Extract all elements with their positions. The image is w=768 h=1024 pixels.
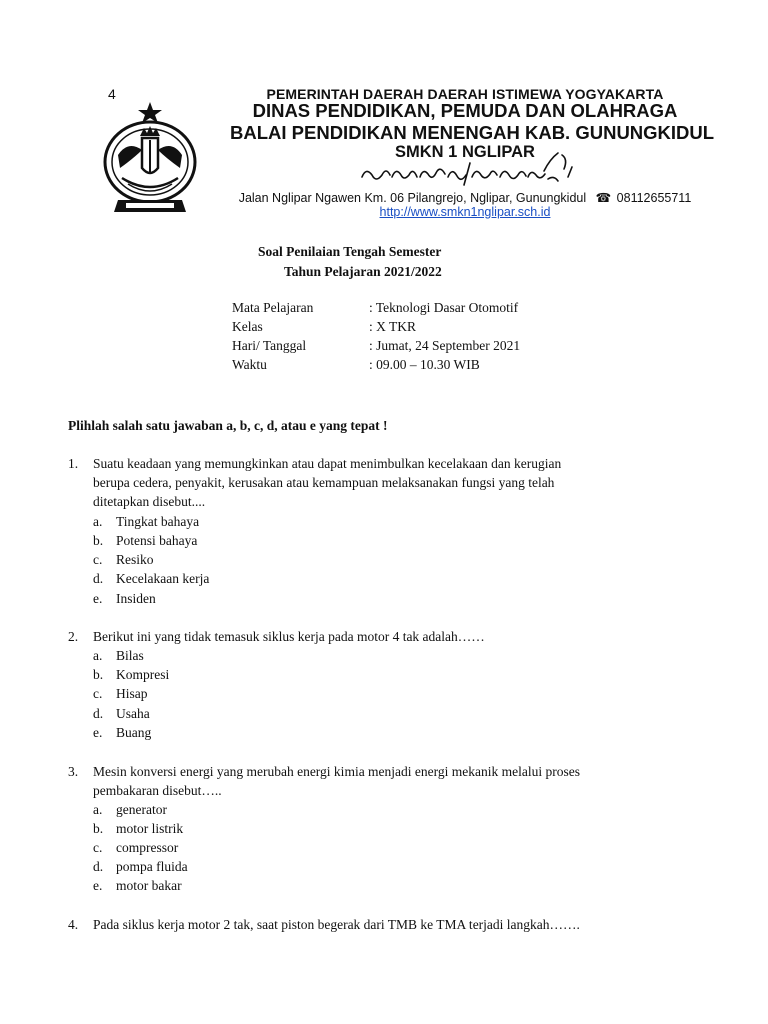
- letterhead-government: PEMERINTAH DAERAH DAERAH ISTIMEWA YOGYAKARTA: [266, 86, 664, 102]
- meta-label-subject: Mata Pelajaran: [232, 300, 314, 315]
- option-letter: b.: [93, 533, 104, 548]
- option-text: Hisap: [116, 686, 148, 701]
- letterhead-office: BALAI PENDIDIKAN MENENGAH KAB. GUNUNGKIDUL: [230, 122, 715, 143]
- option-text: generator: [116, 802, 167, 817]
- option-letter: e.: [93, 591, 103, 606]
- instruction-text: Plihlah salah satu jawaban a, b, c, d, atau e yang tepat !: [68, 418, 388, 433]
- question-text-line: berupa cedera, penyakit, kerusakan atau kemampuan melaksanakan fungsi yang telah: [93, 475, 555, 490]
- option-text: Kecelakaan kerja: [116, 571, 210, 586]
- yogyakarta-emblem-icon: [100, 100, 200, 222]
- meta-value-class: : X TKR: [369, 319, 417, 334]
- meta-label-date: Hari/ Tanggal: [232, 338, 307, 353]
- option-text: Insiden: [116, 591, 156, 606]
- school-address: [230, 190, 700, 205]
- question-text-line: Mesin konversi energi yang merubah energi kimia menjadi energi mekanik melalui proses: [93, 764, 580, 779]
- option-letter: b.: [93, 667, 104, 682]
- question-text-line: ditetapkan disebut....: [93, 494, 206, 509]
- option-letter: a.: [93, 514, 103, 529]
- question-text-line: Berikut ini yang tidak temasuk siklus kerja pada motor 4 tak adalah……: [93, 629, 485, 644]
- telephone-icon: ☎: [595, 191, 612, 205]
- meta-value-date: : Jumat, 24 September 2021: [369, 338, 521, 353]
- option-text: Potensi bahaya: [116, 533, 198, 548]
- page-number: 4: [108, 86, 116, 102]
- option-text: pompa fluida: [116, 859, 188, 874]
- option-letter: b.: [93, 821, 104, 836]
- option-text: Tingkat bahaya: [116, 514, 200, 529]
- meta-label-time: Waktu: [232, 357, 267, 372]
- option-letter: c.: [93, 552, 103, 567]
- option-text: compressor: [116, 840, 179, 855]
- option-text: motor bakar: [116, 878, 182, 893]
- question-text-line: Pada siklus kerja motor 2 tak, saat piston begerak dari TMB ke TMA terjadi langkah…….: [93, 917, 580, 932]
- option-text: motor listrik: [116, 821, 184, 836]
- option-text: Resiko: [116, 552, 154, 567]
- option-letter: d.: [93, 706, 104, 721]
- meta-value-subject: : Teknologi Dasar Otomotif: [369, 300, 519, 315]
- school-website-link[interactable]: http://www.smkn1nglipar.sch.id: [379, 205, 551, 219]
- option-text: Bilas: [116, 648, 144, 663]
- question-number: 2.: [68, 629, 79, 644]
- option-text: Buang: [116, 725, 152, 740]
- exam-year: Tahun Pelajaran 2021/2022: [284, 264, 442, 279]
- question-number: 3.: [68, 764, 79, 779]
- address-text: Jalan Nglipar Ngawen Km. 06 Pilangrejo, Nglipar, Gunungkidul: [238, 191, 587, 205]
- option-letter: c.: [93, 686, 103, 701]
- option-letter: a.: [93, 802, 103, 817]
- question-text-line: Suatu keadaan yang memungkinkan atau dapat menimbulkan kecelakaan dan kerugian: [93, 456, 562, 471]
- exam-title: Soal Penilaian Tengah Semester: [258, 244, 442, 259]
- meta-value-time: : 09.00 – 10.30 WIB: [369, 357, 480, 372]
- option-letter: e.: [93, 725, 103, 740]
- option-text: Kompresi: [116, 667, 170, 682]
- javanese-script-school-name-icon: [358, 141, 580, 197]
- question-text-line: pembakaran disebut…..: [93, 783, 222, 798]
- option-letter: d.: [93, 859, 104, 874]
- question-number: 1.: [68, 456, 79, 471]
- letterhead-department: DINAS PENDIDIKAN, PEMUDA DAN OLAHRAGA: [252, 100, 678, 121]
- meta-label-class: Kelas: [232, 319, 263, 334]
- letterhead-school: SMKN 1 NGLIPAR: [395, 143, 535, 161]
- option-letter: d.: [93, 571, 104, 586]
- phone-number: 08112655711: [616, 191, 692, 205]
- option-letter: c.: [93, 840, 103, 855]
- question-number: 4.: [68, 917, 79, 932]
- option-letter: e.: [93, 878, 103, 893]
- option-text: Usaha: [116, 706, 150, 721]
- option-letter: a.: [93, 648, 103, 663]
